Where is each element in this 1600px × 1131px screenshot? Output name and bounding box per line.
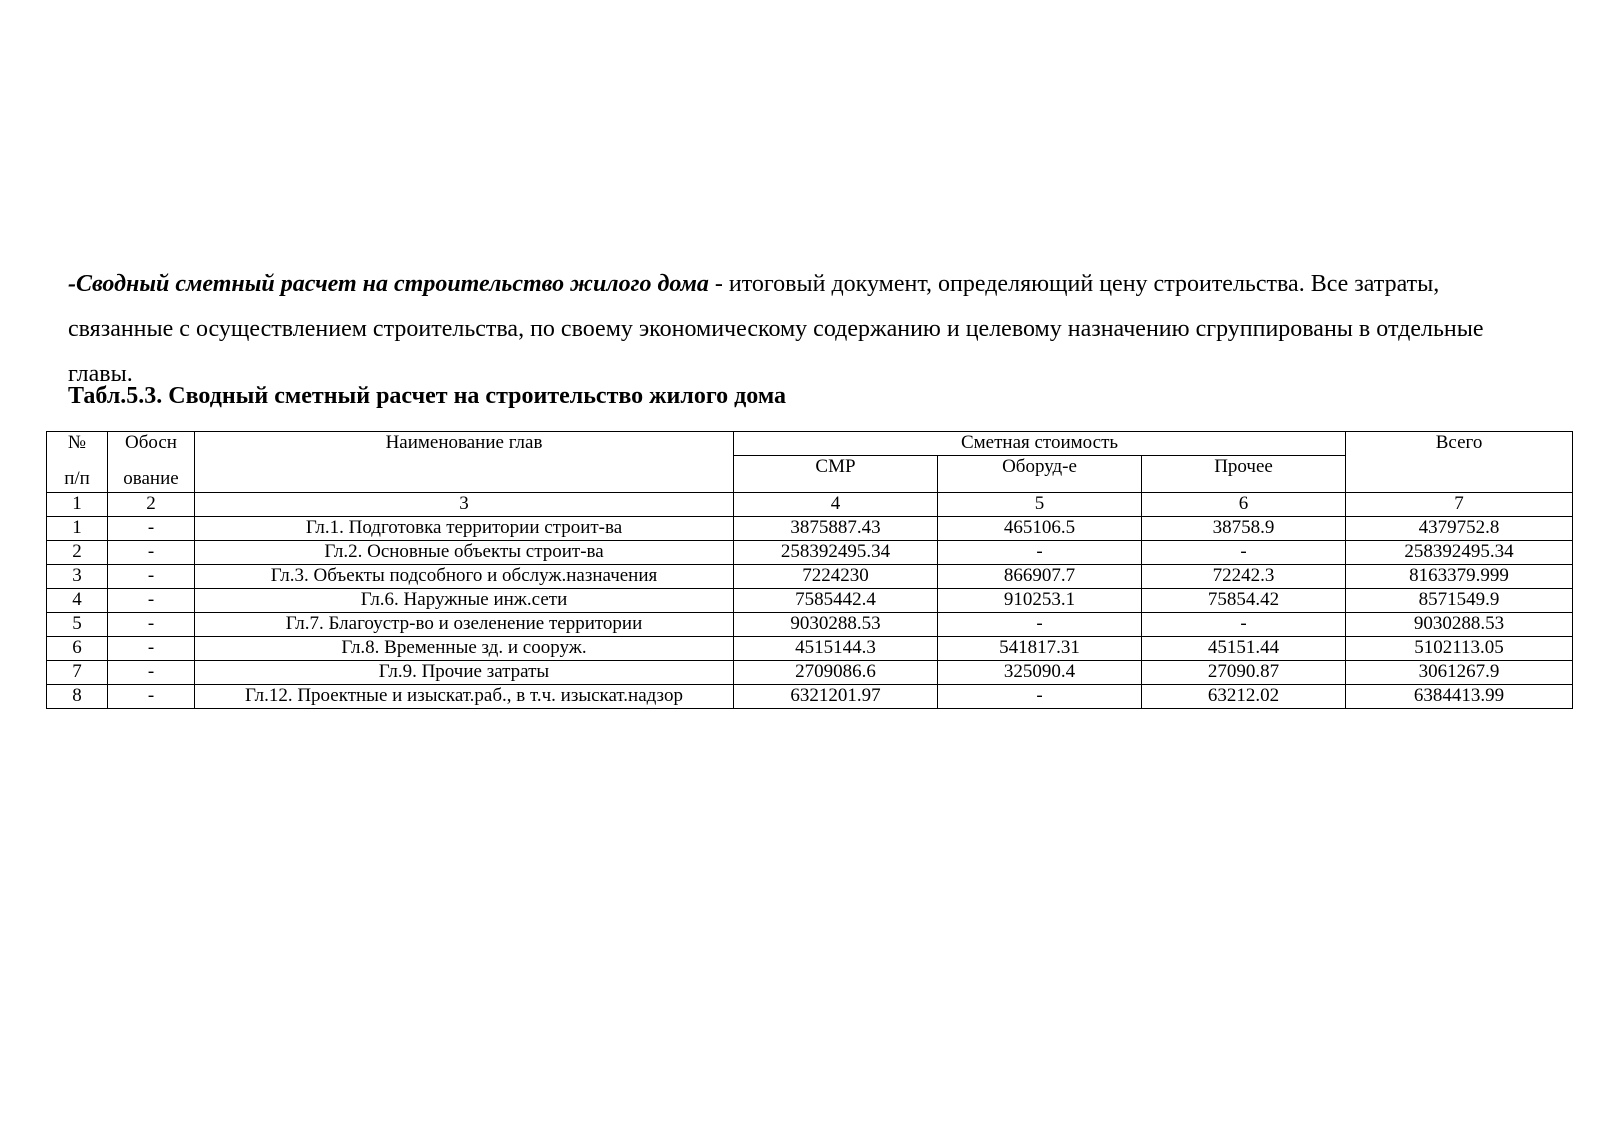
- cell-other: -: [1142, 541, 1346, 565]
- budget-table: [46, 431, 1573, 709]
- table-row: [47, 661, 1573, 685]
- cell-basis: -: [108, 541, 195, 565]
- cell-equipment: 541817.31: [938, 637, 1142, 661]
- column-number-row: [47, 493, 1573, 517]
- cell-equipment: -: [938, 685, 1142, 709]
- cell-smr: 258392495.34: [734, 541, 938, 565]
- cell-name: Гл.8. Временные зд. и сооруж.: [195, 637, 734, 661]
- table-row: [47, 565, 1573, 589]
- cell-total: 9030288.53: [1346, 613, 1573, 637]
- cell-name: Гл.2. Основные объекты строит-ва: [195, 541, 734, 565]
- table-row: [47, 613, 1573, 637]
- cell-equipment: -: [938, 541, 1142, 565]
- cell-total: 8163379.999: [1346, 565, 1573, 589]
- cell-smr: 7585442.4: [734, 589, 938, 613]
- cell-basis: -: [108, 565, 195, 589]
- cell-num: 7: [47, 661, 108, 685]
- cell-equipment: 910253.1: [938, 589, 1142, 613]
- cell-equipment: 866907.7: [938, 565, 1142, 589]
- cell-other: 72242.3: [1142, 565, 1346, 589]
- intro-text: - итоговый документ, определяющий цену строительства. Все затраты, связанные с осуществлением строительства, по своему экономическому содержанию и целевому назначению сгруппированы в отдельные главы.: [68, 271, 1484, 387]
- cell-total: 4379752.8: [1346, 517, 1573, 541]
- cell-smr: 3875887.43: [734, 517, 938, 541]
- table-caption: Табл.5.3. Сводный сметный расчет на строительство жилого дома: [68, 383, 787, 409]
- cell-smr: 9030288.53: [734, 613, 938, 637]
- header-row-1: [47, 432, 1573, 456]
- table-row: [47, 589, 1573, 613]
- table-row: [47, 517, 1573, 541]
- table-row: [47, 637, 1573, 661]
- cell-other: -: [1142, 613, 1346, 637]
- header-name: Наименование глав: [195, 432, 734, 493]
- cell-basis: -: [108, 637, 195, 661]
- cell-num: 3: [47, 565, 108, 589]
- cell-num: 6: [47, 637, 108, 661]
- table-row: [47, 685, 1573, 709]
- cell-name: Гл.9. Прочие затраты: [195, 661, 734, 685]
- cell-smr: 6321201.97: [734, 685, 938, 709]
- cell-basis: -: [108, 661, 195, 685]
- cell-num: 5: [47, 613, 108, 637]
- cell-equipment: 465106.5: [938, 517, 1142, 541]
- cell-name: Гл.3. Объекты подсобного и обслуж.назначения: [195, 565, 734, 589]
- cell-name: Гл.7. Благоустр-во и озеленение территории: [195, 613, 734, 637]
- header-total: Всего: [1346, 432, 1573, 493]
- cell-num: 2: [47, 541, 108, 565]
- header-basis: [108, 432, 195, 493]
- header-num: [47, 432, 108, 493]
- table-row: [47, 541, 1573, 565]
- header-num-line2: п/п: [64, 468, 90, 489]
- header-basis-line1: Обосн: [125, 432, 177, 453]
- cell-num: 8: [47, 685, 108, 709]
- header-equipment: Оборуд-е: [938, 456, 1142, 493]
- cell-basis: -: [108, 517, 195, 541]
- header-smr: СМР: [734, 456, 938, 493]
- cell-total: 5102113.05: [1346, 637, 1573, 661]
- cell-other: 27090.87: [1142, 661, 1346, 685]
- column-number: 3: [195, 493, 734, 517]
- column-number: 6: [1142, 493, 1346, 517]
- header-other: Прочее: [1142, 456, 1346, 493]
- cell-num: 1: [47, 517, 108, 541]
- cell-other: 75854.42: [1142, 589, 1346, 613]
- intro-paragraph: [68, 262, 1548, 397]
- column-number: 2: [108, 493, 195, 517]
- column-number: 7: [1346, 493, 1573, 517]
- column-number: 4: [734, 493, 938, 517]
- cell-smr: 4515144.3: [734, 637, 938, 661]
- cell-other: 63212.02: [1142, 685, 1346, 709]
- cell-equipment: 325090.4: [938, 661, 1142, 685]
- cell-total: 8571549.9: [1346, 589, 1573, 613]
- cell-basis: -: [108, 613, 195, 637]
- cell-other: 45151.44: [1142, 637, 1346, 661]
- cell-smr: 2709086.6: [734, 661, 938, 685]
- cell-total: 6384413.99: [1346, 685, 1573, 709]
- cell-basis: -: [108, 589, 195, 613]
- intro-lead: -Сводный сметный расчет на строительство жилого дома: [68, 271, 709, 297]
- cell-equipment: -: [938, 613, 1142, 637]
- cell-other: 38758.9: [1142, 517, 1346, 541]
- column-number: 1: [47, 493, 108, 517]
- cell-total: 258392495.34: [1346, 541, 1573, 565]
- column-number: 5: [938, 493, 1142, 517]
- header-num-line1: №: [67, 432, 87, 453]
- cell-name: Гл.1. Подготовка территории строит-ва: [195, 517, 734, 541]
- cell-name: Гл.12. Проектные и изыскат.раб., в т.ч. изыскат.надзор: [195, 685, 734, 709]
- cell-name: Гл.6. Наружные инж.сети: [195, 589, 734, 613]
- cell-num: 4: [47, 589, 108, 613]
- header-cost-group: Сметная стоимость: [734, 432, 1346, 456]
- cell-smr: 7224230: [734, 565, 938, 589]
- cell-total: 3061267.9: [1346, 661, 1573, 685]
- cell-basis: -: [108, 685, 195, 709]
- header-basis-line2: ование: [123, 468, 179, 489]
